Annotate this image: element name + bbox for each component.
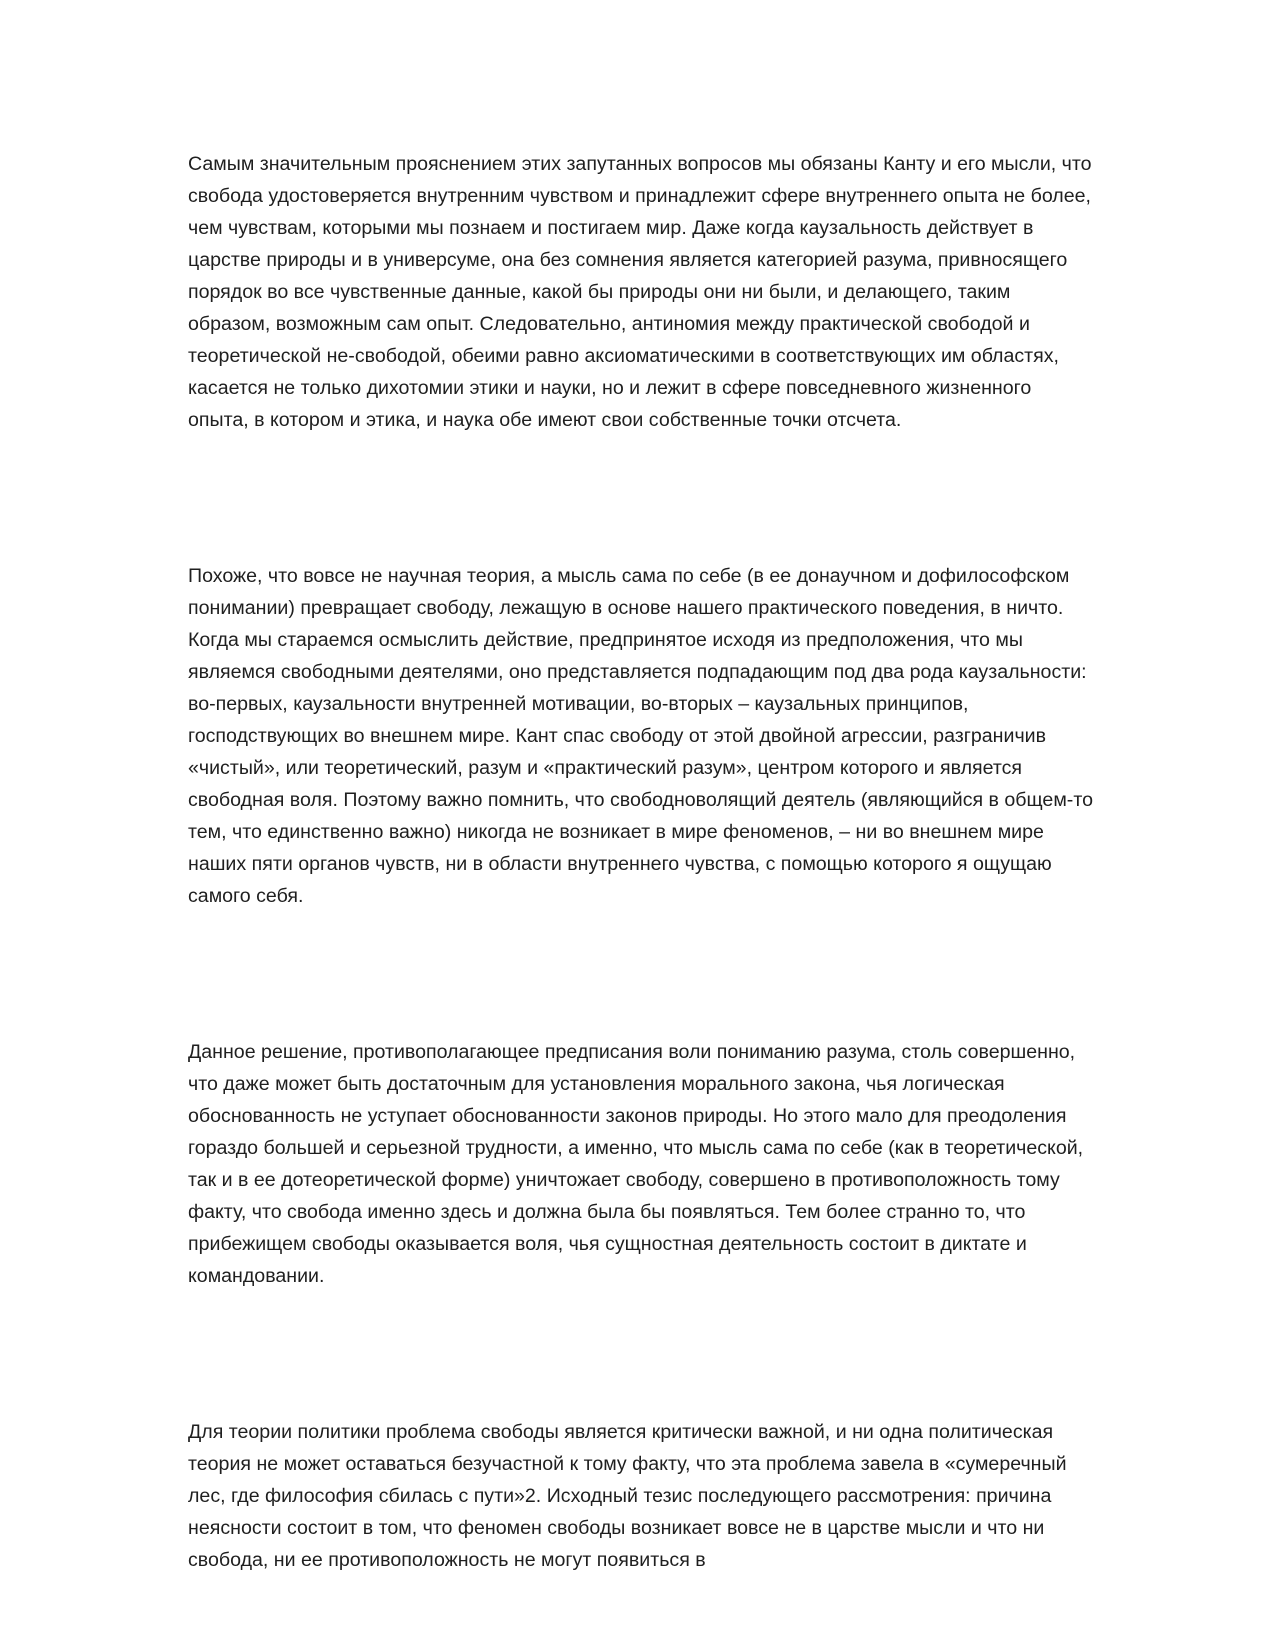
document-body — [188, 148, 1093, 1576]
paragraph-will-and-reason: Данное решение, противополагающее предписания воли пониманию разума, столь совершенно, что даже может быть достаточным для установления морального закона, чья логическая обоснованность не уступает обоснованности законов природы. Но этого мало для преодоления гораздо большей и серьезной трудности, а именно, что мысль сама по себе (как в теоретической, так и в ее дотеоретической форме) уничтожает свободу, совершено в противоположность тому факту, что свобода именно здесь и должна была бы появляться. Тем более странно то, что прибежищем свободы оказывается воля, чья сущностная деятельность состоит в диктате и командовании. — [188, 1041, 1084, 1287]
paragraph-political-theory: Для теории политики проблема свободы является критически важной, и ни одна политическая теория не может оставаться безучастной к тому факту, что эта проблема завела в «сумеречный лес, где философия сбилась с пути»2. Исходный тезис последующего рассмотрения: причина неясности состоит в том, что феномен свободы возникает вовсе не в царстве мысли и что ни свобода, ни ее противоположность не могут появиться в — [188, 1421, 1067, 1571]
paragraph-kant-clarification: Самым значительным прояснением этих запутанных вопросов мы обязаны Канту и его мысли, что свобода удостоверяется внутренним чувством и принадлежит сфере внутреннего опыта не более, чем чувствам, которыми мы познаем и постигаем мир. Даже когда каузальность действует в царстве природы и в универсуме, она без сомнения является категорией разума, привносящего порядок во все чувственные данные, какой бы природы они ни были, и делающего, таким образом, возможным сам опыт. Следовательно, антиномия между практической свободой и теоретической не-свободой, обеими равно аксиоматическими в соответствующих им областях, касается не только дихотомии этики и науки, но и лежит в сфере повседневного жизненного опыта, в котором и этика, и наука обе имеют свои собственные точки отсчета. — [188, 153, 1092, 431]
paragraph-thought-and-freedom: Похоже, что вовсе не научная теория, а мысль сама по себе (в ее донаучном и дофилософском понимании) превращает свободу, лежащую в основе нашего практического поведения, в ничто. Когда мы стараемся осмыслить действие, предпринятое исходя из предположения, что мы являемся свободными деятелями, оно представляется подпадающим под два рода каузальности: во-первых, каузальности внутренней мотивации, во-вторых – каузальных принципов, господствующих во внешнем мире. Кант спас свободу от этой двойной агрессии, разграничив «чистый», или теоретический, разум и «практический разум», центром которого и является свободная воля. Поэтому важно помнить, что свободноволящий деятель (являющийся в общем-то тем, что единственно важно) никогда не возникает в мире феноменов, – ни во внешнем мире наших пяти органов чувств, ни в области внутреннего чувства, с помощью которого я ощущаю самого себя. — [188, 565, 1093, 907]
